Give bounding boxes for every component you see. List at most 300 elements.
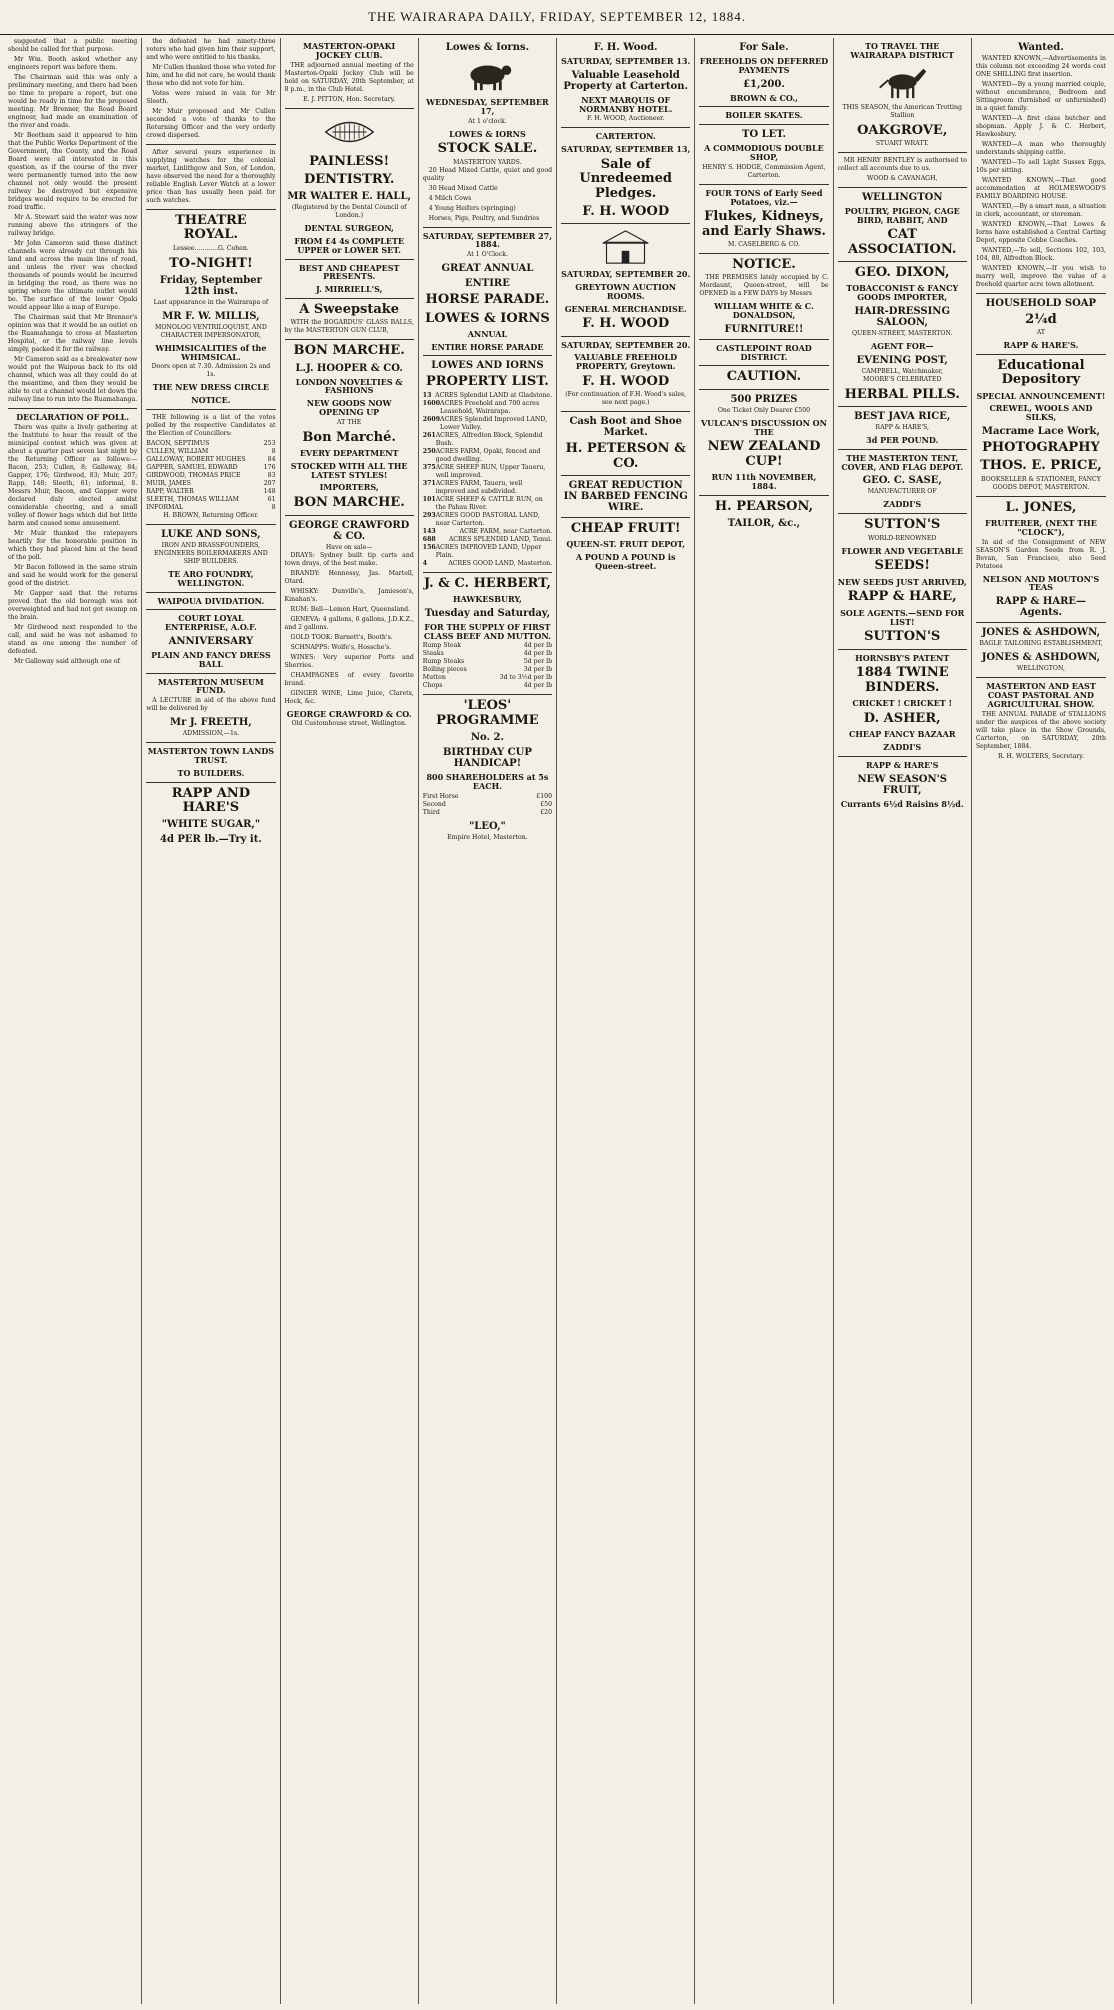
heading: RAPP & HARE'S. (1003, 340, 1079, 351)
text: Old Customhouse street, Wellington. (291, 720, 407, 728)
heading: Bon Marché. (302, 429, 396, 445)
heading: Currants 6½d Raisins 8½d. (840, 798, 964, 809)
heading: L.J. HOOPER & CO. (295, 362, 403, 374)
acre-count: 143 (422, 527, 436, 535)
paragraph: Mr Girdwood next responded to the call, and said he was not ashamed to stand as one among the number of defeated. (8, 623, 138, 655)
heading: MASTERTON-OPAKI JOCKEY CLUB. (303, 41, 396, 60)
divider (146, 609, 275, 610)
text: CAMPBELL, Watchmaker, (861, 367, 944, 375)
acre-count: 250 (422, 447, 436, 455)
heading: HAIR-DRESSING SALOON, (854, 305, 950, 328)
votes: 8 (271, 448, 276, 456)
heading: NOTICE. (732, 256, 796, 272)
divider (285, 298, 414, 299)
text: (For continuation of F.H. Wood's sales, see next page.) (565, 391, 687, 407)
acre-desc: ACRES IMPROVED LAND, Upper Plain. (435, 543, 542, 559)
text: Last appearance in the Wairarapa of (153, 298, 269, 306)
heading: H. PETERSON & CO. (565, 441, 686, 471)
heading: EVENING POST, (856, 354, 948, 366)
paragraph: Mr Wm. Booth asked whether any engineers report was before them. (8, 56, 138, 71)
text: Doors open at 7.30. Admission 2s and 1s. (151, 363, 271, 379)
paragraph: Mr Beetham said it appeared to him that the Public Works Department of the Government, the County, and the Road Board were all interested in this question, as if the course of the river were permanently turned into the new channel not only would the present railway be destroyed but expensive bridges would require to be erected for road traffic. (8, 132, 138, 211)
price-row (423, 658, 552, 666)
acre-count: 261 (422, 431, 436, 439)
heading: L. JONES, (1005, 499, 1077, 515)
heading: GEORGE CRAWFORD & CO. (286, 708, 412, 719)
divider (838, 649, 967, 650)
candidate: GIRDWOOD, THOMAS PRICE (146, 472, 241, 480)
heading: GEO. DIXON, (854, 265, 950, 281)
acre-desc: ACRES, Alfredton Block, Splendid Bush. (435, 431, 543, 447)
heading: SATURDAY, SEPTEMBER 13, (561, 144, 691, 155)
acre-count: 4 (422, 559, 428, 567)
price-row (423, 642, 552, 650)
candidate: BACON, SEPTIMUS (146, 440, 210, 448)
heading: LUKE AND SONS, (161, 529, 261, 541)
list-item: GENEVA: 4 gallons, 6 gallons, J.D.K.Z., and 2 gallons. (284, 615, 414, 631)
poll-row (146, 440, 275, 448)
heading: ZADDI'S (883, 741, 922, 752)
heading: COURT LOYAL ENTERPRISE, A.O.F. (164, 613, 257, 633)
divider (699, 184, 828, 185)
text: MONOLOG VENTRILOQUIST, AND CHARACTER IMPERSONATOR, (155, 323, 267, 339)
votes: 253 (263, 440, 276, 448)
divider (699, 106, 828, 107)
divider (285, 259, 414, 260)
divider (976, 677, 1106, 678)
divider (838, 756, 967, 757)
heading: WILLIAM WHITE & C. DONALDSON, (714, 301, 814, 321)
paragraph: There was quite a lively gathering at the Institute to hear the result of the municipal contest which was given at about a quarter past seven last night by the Returning Officer as follows:— Bacon, 253; Cullen, 8; Galloway, 84; Gapper, 176; Girdwood, 83; Muir, 207; Rapp, 148; Sleeth, 61; informal, 8. Messrs Muir, Bacon, and Gapper were declared duly elected amidst considerable cheering, and a small volley of flower bags which did but little harm and caused some amusement. (8, 423, 138, 527)
heading: A COMMODIOUS DOUBLE SHOP, (704, 143, 824, 162)
heading: PROPERTY LIST. (426, 374, 549, 390)
heading: TE ARO FOUNDRY, WELLINGTON. (168, 569, 254, 588)
paragraph: THE following is a list of the votes polled by the respective Candidates at the Election of Councillors: (146, 414, 276, 438)
column-3 (281, 38, 419, 2004)
heading: BON MARCHE. (293, 343, 405, 359)
heading: PHOTOGRAPHY (982, 440, 1100, 456)
list-item (423, 544, 552, 560)
heading: £1,200. (743, 78, 785, 90)
heading: Tuesday and Saturday, (424, 607, 551, 619)
heading: STOCKED WITH ALL THE LATEST STYLES! (290, 460, 408, 480)
heading: MR F. W. MILLIS, (162, 310, 260, 322)
item: Boiling pieces (422, 666, 467, 674)
classified-ad: WANTED KNOWN,—Advertisements in this column not exceeding 24 words cost ONE SHILLING first insertion. (975, 55, 1106, 78)
text: BOOKSELLER & STATIONER, FANCY GOODS DEPOT, MASTERTON. (981, 475, 1101, 491)
heading: SATURDAY, SEPTEMBER 20. (561, 339, 691, 350)
column-7 (834, 38, 972, 2004)
property-list (423, 392, 552, 568)
item: Chops (422, 682, 443, 690)
heading: MASTERTON AND EAST COAST PASTORAL AND AGRICULTURAL SHOW. (986, 681, 1096, 709)
heading: HORNSBY'S PATENT (855, 652, 950, 663)
heading: GREAT ANNUAL (441, 263, 534, 275)
candidate: SLEETH, THOMAS WILLIAM (146, 496, 239, 504)
divider (838, 406, 967, 407)
divider (8, 408, 137, 409)
heading: WAIPOUA DIVIDATION. (157, 595, 265, 606)
price-row (423, 650, 552, 658)
divider (146, 742, 275, 743)
list-item: GOLD TOOK: Burnett's, Booth's. (290, 633, 393, 641)
heading: Valuable Leasehold Property at Carterton. (563, 69, 688, 92)
heading: NEW SEEDS JUST ARRIVED, (837, 576, 967, 587)
text: QUEEN-STREET, MASTERTON. (851, 329, 953, 337)
heading: FREEHOLDS ON DEFERRED PAYMENTS (699, 56, 829, 75)
divider (699, 253, 828, 254)
heading: "WHITE SUGAR," (161, 819, 261, 831)
classified-ad: WANTED—A man who thoroughly understands shipping cattle. (975, 141, 1106, 156)
acre-count: 101 (422, 495, 436, 503)
heading: SATURDAY, SEPTEMBER 13. (561, 56, 691, 66)
acre-desc: ACRES Freehold and 700 acres Leasehold, Wairarapa. (440, 399, 540, 415)
divider (699, 389, 828, 390)
price: 4d per lb (523, 682, 553, 690)
price-row (423, 666, 552, 674)
item: Steaks (422, 650, 444, 658)
divider (976, 622, 1106, 623)
heading: CAT ASSOCIATION. (848, 227, 957, 257)
price: 4d per lb (523, 650, 553, 658)
divider (146, 592, 275, 593)
text: WELLINGTON, (1016, 665, 1065, 673)
place: First Horse (422, 792, 459, 800)
heading: MASTERTON TOWN LANDS TRUST. (147, 746, 275, 766)
list-item (423, 432, 552, 448)
heading: SUTTON'S (864, 629, 941, 645)
column-2 (142, 38, 280, 2004)
heading: THE MASTERTON TENT, COVER, AND FLAG DEPOT. (841, 452, 964, 472)
divider (146, 144, 275, 145)
text: One Ticket Only Dearer £500 (717, 406, 811, 414)
votes: 83 (267, 472, 276, 480)
paragraph: THE adjourned annual meeting of the Masterton-Opaki Jockey Club will be held on SATURDAY, 20th September, at 8 p.m., in the Club Hotel. (284, 61, 414, 93)
heading: 4d PER lb.—Try it. (159, 834, 262, 846)
divider (561, 517, 690, 518)
heading: FOUR TONS of Early Seed Potatoes, viz.— (705, 187, 823, 207)
heading: F. H. WOOD (582, 203, 670, 219)
paragraph: Mr Galloway said although one of (14, 657, 120, 665)
heading: LONDON NOVELTIES & FASHIONS (295, 376, 403, 396)
signature: F. H. WOOD, Auctioneer. (586, 115, 665, 123)
heading: MR WALTER E. HALL, (287, 191, 411, 203)
votes: 176 (263, 464, 276, 472)
heading: VULCAN'S DISCUSSION ON THE (700, 417, 827, 437)
text: At 1 o'clock. (468, 117, 507, 125)
list-item: SCHNAPPS: Wolfe's, Hossche's. (290, 643, 392, 651)
heading: Friday, September 12th inst. (159, 274, 262, 297)
paragraph: THE ANNUAL PARADE of STALLIONS under the auspices of the above society will take place in the Show Grounds, Carterton, on SATURDAY, 20th September, 1884. (975, 710, 1106, 750)
divider (146, 524, 275, 525)
classified-ad: WANTED KNOWN,—That good accommodation at HOLMESWOOD'S FAMILY BOARDING HOUSE. (975, 177, 1106, 200)
list-item: 20 Head Mixed Cattle, quiet and good quality (422, 166, 553, 182)
classified-ad: WANTED KNOWN,—If you wish to marry well, improve the value of a freehold quarter acre town allotment. (975, 265, 1106, 288)
poll-row (146, 480, 275, 488)
heading: J. MIRRIELL'S, (315, 284, 383, 295)
heading: RAPP & HARE'S (866, 759, 939, 770)
item: Rump Steaks (422, 658, 465, 666)
acre-desc: ACRES Splendid LAND at Gladstone. (435, 391, 553, 399)
amount: £100 (536, 792, 553, 800)
text: AT THE (337, 418, 362, 426)
paragraph: the defeated he had ninety-three voters who had given him their support, and who were entitled to his thanks. (146, 38, 276, 61)
heading: "LEO," (469, 820, 506, 832)
heading: AGENT FOR— (870, 340, 934, 351)
paragraph: Votes were raised in vain for Mr Sleeth. (146, 90, 276, 105)
heading: WEDNESDAY, SEPTEMBER 17, (426, 97, 549, 116)
acre-desc: ACRES GOOD PASTORAL LAND, near Carterton. (435, 511, 540, 527)
heading: OAKGROVE, (857, 122, 948, 138)
divider (561, 336, 690, 337)
paragraph: Mr Cameron said as a breakwater now would put the Waipoua back to its old channel, which was all they could do at the meantime, and then they would be able to cut a channel would let down the railway line to run into the Ruamahanga. (8, 356, 138, 403)
price: 3d per lb (523, 666, 553, 674)
heading: HERBAL PILLS. (844, 386, 960, 402)
text: RAPP & HARE'S, (875, 424, 930, 432)
list-item: 4 Milch Cows (428, 194, 472, 202)
heading: CREWEL, WOOLS AND SILKS, (989, 403, 1093, 423)
acre-desc: ACRES FARM, Taueru, well improved and subdivided. (435, 479, 523, 495)
heading: Wanted. (1018, 42, 1064, 53)
heading: FLOWER AND VEGETABLE (841, 545, 963, 556)
poll-row (146, 472, 275, 480)
divider (838, 152, 967, 153)
text: WORLD-RENOWNED (868, 534, 937, 542)
votes: 148 (263, 488, 276, 496)
acre-desc: ACRE SHEEP & CATTLE RUN, on the Pahau River. (435, 495, 543, 511)
text: AT (1036, 329, 1046, 337)
heading: CRICKET ! CRICKET ! (852, 698, 953, 709)
heading: ZADDI'S (883, 499, 922, 510)
divider (285, 108, 414, 109)
heading: SATURDAY, SEPTEMBER 20. (561, 269, 691, 280)
divider (838, 187, 967, 188)
text: BAGLE TAILORING ESTABLISHMENT, (979, 640, 1103, 648)
paragraph: Mr Bacon followed in the same strain and said he would work for the general good of the district. (8, 563, 138, 587)
divider (838, 513, 967, 514)
classified-ad: WANTED,—By a smart man, a situation in clerk, accountant, or storeman. (975, 203, 1106, 218)
heading: 3d PER POUND. (866, 435, 939, 446)
amount: £50 (540, 800, 553, 808)
paragraph: MR HENRY BENTLEY is authorised to collect all accounts due to us. (837, 156, 967, 172)
heading: F. H. WOOD (582, 316, 670, 332)
signature: H. BROWN, Returning Officer. (163, 512, 259, 520)
heading: H. PEARSON, (714, 498, 814, 514)
cattle-engraving-icon (459, 56, 516, 94)
paragraph: Mr A. Stewart said the water was now running above the stringers of the railway bridge. (8, 214, 138, 237)
heading: FURNITURE!! (724, 323, 804, 335)
heading: 800 SHAREHOLDERS at 5s EACH. (426, 772, 549, 791)
list-item: CHAMPAGNES of every favorite brand. (284, 671, 414, 687)
heading: Flukes, Kidneys, and Early Shaws. (701, 209, 826, 239)
heading: SUTTON'S (864, 517, 941, 533)
heading: TO BUILDERS. (177, 767, 245, 778)
heading: JONES & ASHDOWN, (981, 652, 1101, 664)
signature: E. J. PITTON, Hon. Secretary. (303, 95, 396, 103)
text: MASTERTON YARDS. (453, 158, 522, 166)
paragraph: The Chairman said this was only a preliminary meeting, and there had been no time to prepare a report, but one would be ready in time for the proposed meeting. Mr Brenner, the Road Board engineer, had made an examination of the river and roads. (8, 74, 138, 129)
heading: Mr J. FREETH, (170, 717, 252, 729)
horse-engraving-icon (874, 63, 931, 101)
candidate: INFORMAL (146, 504, 184, 512)
text: IRON AND BRASSFOUNDERS, ENGINEERS BOILERMAKERS AND SHIP BUILDERS. (154, 542, 268, 566)
acre-count: 688 (422, 535, 436, 543)
acre-desc: ACRES SPLENDID LAND, Tenui. (448, 535, 553, 543)
heading: NEW GOODS NOW OPENING UP (306, 398, 392, 417)
acre-count: 1600 (422, 399, 441, 407)
divider (561, 411, 690, 412)
heading: CAUTION. (726, 369, 802, 385)
divider (423, 572, 552, 573)
heading: BEST JAVA RICE, (854, 411, 951, 423)
heading: F. H. Wood. (593, 42, 658, 53)
list-item: RUM: Bell—Lemon Hart, Queensland. (290, 605, 411, 613)
divider (146, 209, 275, 210)
heading: MASTERTON MUSEUM FUND. (157, 676, 264, 696)
divider (699, 495, 828, 496)
poll-row (146, 456, 275, 464)
paragraph: THE PREMISES lately occupied by C. Mordaunt, Queen-street, will be OPENED in a FEW DAYS by Messrs (699, 274, 829, 298)
heading: TO-NIGHT! (169, 255, 253, 271)
divider (423, 355, 552, 356)
masthead: THE WAIRARAPA DAILY, FRIDAY, SEPTEMBER 12, 1884. (0, 0, 1114, 35)
heading: 500 PRIZES (730, 393, 798, 405)
acre-desc: ACRES FARM, Opaki, fenced and good dwelling. (435, 447, 541, 463)
heading: Lowes & Iorns. (445, 42, 530, 53)
divider (838, 261, 967, 262)
list-item (423, 528, 552, 536)
divider (561, 475, 690, 476)
signature: WOOD & CAVANAGH, (866, 174, 938, 182)
heading: SATURDAY, SEPTEMBER 27, 1884. (422, 230, 552, 250)
poll-row (146, 496, 275, 504)
paragraph: The Chairman said that Mr Brenner's opinion was that it would be an outlet on the Ruamahanga to cross at Masterton Hospital, or the railway line levels simply, packed it for the railway. (8, 314, 138, 353)
heading: FOR THE SUPPLY OF FIRST CLASS BEEF AND MUTTON. (423, 621, 551, 641)
heading: RAPP & HARE—Agents. (995, 596, 1087, 619)
heading: NEXT MARQUIS OF NORMANBY HOTEL. (578, 94, 673, 114)
paragraph: Mr Muir proposed and Mr Cullen seconded a vote of thanks to the Returning Officer and the very orderly crowd dispersed. (146, 108, 276, 139)
list-item (423, 512, 552, 528)
list-item (423, 448, 552, 464)
signature: M. CASELBERG & CO. (728, 240, 800, 248)
candidate: GALLOWAY, ROBERT HUGHES (146, 456, 246, 464)
heading: LOWES & IORNS (449, 128, 526, 139)
acre-desc: ACRE FARM, near Carterton. (459, 527, 553, 535)
list-item (423, 496, 552, 512)
heading: NELSON AND MOUTON'S TEAS (982, 573, 1100, 593)
text: At 1 O'Clock. (466, 251, 508, 259)
heading: GREYTOWN AUCTION ROOMS. (575, 281, 677, 301)
price: 5d per lb (523, 658, 553, 666)
heading: NEW SEASON'S FRUIT, (857, 773, 947, 796)
acre-count: 293 (422, 511, 436, 519)
amount: £20 (540, 808, 553, 816)
heading: HORSE PARADE. (425, 292, 550, 308)
heading: ANNIVERSARY (168, 636, 254, 648)
heading: TOBACCONIST & FANCY GOODS IMPORTER, (846, 283, 959, 303)
divider (146, 782, 275, 783)
heading: DENTAL SURGEON, (304, 223, 394, 234)
column-6 (695, 38, 833, 2004)
column-4 (419, 38, 557, 2004)
heading: TO LET. (742, 129, 786, 141)
auction-house-engraving-icon (597, 228, 654, 266)
list-item (423, 560, 552, 568)
heading: A Sweepstake (299, 301, 400, 317)
list-item (423, 400, 552, 416)
heading: BEST AND CHEAPEST PRESENTS. (298, 262, 400, 282)
heading: QUEEN-ST. FRUIT DEPOT, (566, 539, 686, 550)
list-item: Horses, Pigs, Poultry, and Sundries (428, 214, 540, 222)
divider (838, 449, 967, 450)
heading: FRUITERER, (NEXT THE "CLOCK"), (985, 517, 1097, 537)
heading: LOWES & IORNS (425, 310, 550, 326)
heading: BIRTHDAY CUP HANDICAP! (442, 747, 532, 770)
acre-count: 375 (422, 463, 436, 471)
candidate: RAPP, WALTER (146, 488, 194, 496)
paragraph: Mr Gapper said that the returns proved that the old borough was not overweighted and had not got swamp on the brain. (8, 589, 138, 621)
signature: STUART WRATT. (875, 139, 929, 147)
heading: For Sale. (739, 42, 789, 53)
list-item: BRANDY: Hennessy, Jas. Martell, Otard. (284, 569, 414, 585)
list-item: 4 Young Heifers (springing) (428, 204, 516, 212)
classified-ad: WANTED KNOWN,—That Lowes & Iorns have established a Central Carting Depot, opposite Cobbe Coaches. (975, 221, 1106, 244)
classified-ad: WANTED,—To sell, Sections 102, 103, 104, 80, Alfredton Block. (975, 247, 1106, 262)
heading: GEO. C. SASE, (862, 475, 942, 487)
text: MOORE'S CELEBRATED (863, 375, 942, 383)
acre-desc: ACRES GOOD LAND, Masterton. (448, 559, 553, 567)
poll-table (146, 440, 275, 512)
paragraph: WITH the BOGARDUS' GLASS BALLS, by the MASTERTON GUN CLUB, (284, 319, 414, 335)
heading: BROWN & CO., (730, 92, 798, 103)
heading: THEATRE ROYAL. (175, 213, 247, 243)
lessee: Lessee............G. Cohen. (173, 244, 249, 252)
paragraph: In aid of the Consignment of NEW SEASON'S Garden Seeds from R. J. Bevan, San Francisco, also Seed Potatoes (975, 538, 1106, 570)
heading: No. 2. (470, 732, 504, 744)
prize-list (423, 793, 552, 817)
divider (423, 694, 552, 695)
poll-row (146, 464, 275, 472)
heading: TO TRAVEL THE WAIRARAPA DISTRICT (850, 41, 955, 60)
acre-count: 371 (422, 479, 436, 487)
paragraph: After several years experience in supplying watches for the colonial market, Linlithgow and Son, of London, have observed the need for a thoroughly reliable English Lever Watch at a lower price than has usually been paid for such watches. (146, 149, 276, 204)
heading: IMPORTERS, (319, 482, 379, 493)
heading: FROM £4 4s COMPLETE UPPER or LOWER SET. (294, 235, 405, 255)
votes: 84 (267, 456, 276, 464)
heading: EVERY DEPARTMENT (299, 448, 399, 459)
heading: SEEDS! (874, 558, 931, 574)
divider (976, 496, 1106, 497)
place: Second (422, 800, 446, 808)
paragraph: Mr Muir thanked the ratepayers heartily for the honorable position in which they had placed him at the head of the poll. (8, 529, 138, 561)
heading: PLAIN AND FANCY DRESS BALL (151, 650, 271, 669)
text: (Registered by the Dental Council of London.) (291, 204, 407, 220)
heading: CARTERTON. (595, 131, 656, 142)
classified-ad: WANTED—To sell Light Sussex Eggs, 10s per sitting. (975, 159, 1106, 174)
heading: RAPP & HARE, (847, 589, 957, 605)
heading: HAWKESBURY, (453, 594, 522, 605)
heading: ENTIRE (465, 278, 510, 290)
divider (146, 409, 275, 410)
heading: DECLARATION OF POLL. (16, 412, 130, 422)
votes: 61 (267, 496, 276, 504)
column-5 (557, 38, 695, 2004)
paragraph: suggested that a public meeting should be called for that purpose. (8, 38, 138, 53)
votes: 8 (271, 504, 276, 512)
heading: SOLE AGENTS.—SEND FOR LIST! (840, 607, 965, 627)
column-1 (4, 38, 142, 2004)
divider (699, 365, 828, 366)
